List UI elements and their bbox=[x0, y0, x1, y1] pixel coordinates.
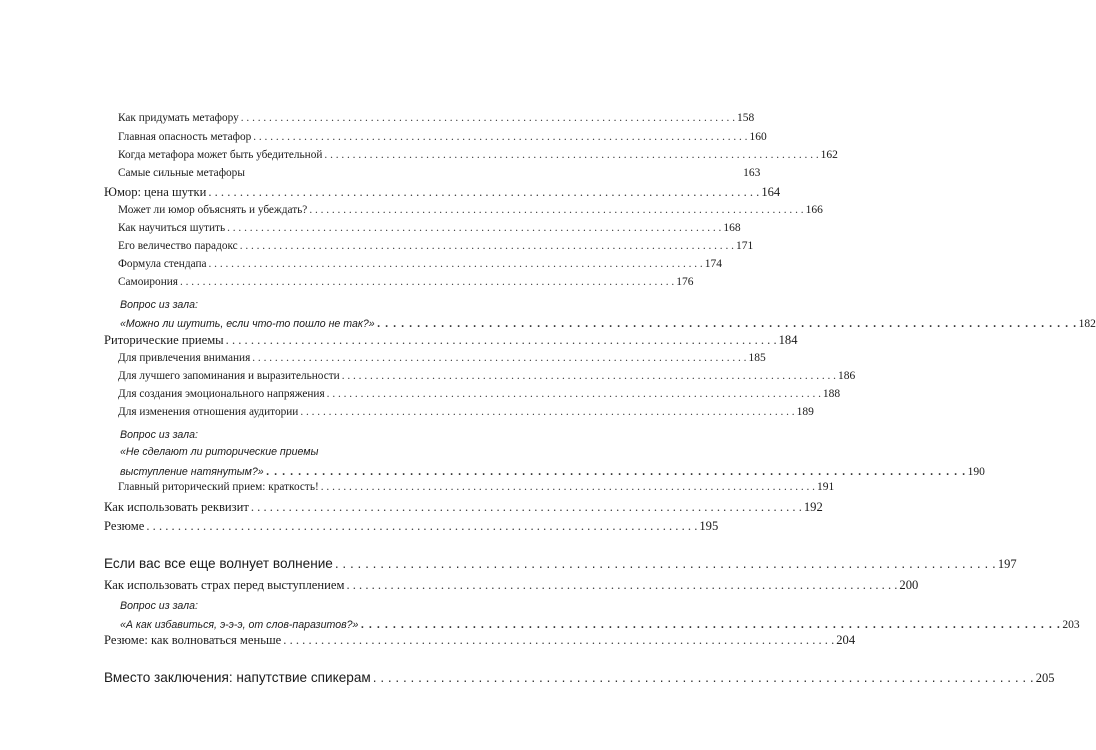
toc-section[interactable] bbox=[104, 500, 823, 515]
toc-entry-label: Для создания эмоционального напряжения bbox=[118, 388, 325, 400]
toc-entry[interactable] bbox=[104, 204, 823, 216]
toc-chapter-label: Вместо заключения: напутствие спикерам bbox=[104, 670, 371, 685]
toc-question-entry[interactable] bbox=[104, 615, 1080, 633]
toc-entry-label: выступление натянутым?» bbox=[120, 466, 264, 478]
toc-section-label: Как использовать реквизит bbox=[104, 500, 249, 514]
toc-entry-label: Его величество парадокс bbox=[118, 240, 238, 252]
toc-section[interactable] bbox=[104, 578, 919, 593]
dot-leader bbox=[300, 406, 794, 418]
toc-entry[interactable] bbox=[104, 276, 694, 288]
toc-question-entry[interactable] bbox=[104, 314, 1096, 332]
toc-section[interactable] bbox=[104, 519, 719, 534]
audience-question-heading: Вопрос из зала: bbox=[120, 600, 198, 612]
toc-section-page: 200 bbox=[899, 578, 919, 592]
toc-entry-label: Главный риторический прием: краткость! bbox=[118, 481, 319, 493]
dot-leader bbox=[283, 633, 834, 648]
dot-leader bbox=[324, 149, 818, 161]
toc-entry-page: 185 bbox=[748, 352, 766, 364]
audience-question-heading: Вопрос из зала: bbox=[120, 429, 198, 441]
toc-section-label: Резюме bbox=[104, 519, 145, 533]
toc-entry[interactable] bbox=[104, 258, 723, 270]
toc-entry-label: Для лучшего запоминания и выразительности bbox=[118, 370, 340, 382]
toc-entry-label: Самоирония bbox=[118, 276, 178, 288]
dot-leader bbox=[180, 276, 674, 288]
toc-entry[interactable] bbox=[104, 352, 766, 364]
toc-section-label: Резюме: как волноваться меньше bbox=[104, 633, 282, 647]
toc-entry-label: «Можно ли шутить, если что-то пошло не так?» bbox=[120, 318, 375, 330]
toc-entry-label: Формула стендапа bbox=[118, 258, 207, 270]
toc-section-label: Юмор: цена шутки bbox=[104, 185, 207, 199]
dot-leader bbox=[373, 670, 1034, 685]
toc-entry-label: Как придумать метафору bbox=[118, 112, 239, 124]
toc-entry-label: Для привлечения внимания bbox=[118, 352, 251, 364]
dot-leader bbox=[321, 481, 815, 493]
toc-entry-label: Самые сильные метафоры bbox=[118, 167, 245, 179]
dot-leader bbox=[208, 185, 759, 200]
dot-leader bbox=[253, 131, 747, 143]
toc-entry-page: 166 bbox=[805, 204, 823, 216]
dot-leader bbox=[309, 204, 803, 216]
dot-leader bbox=[241, 112, 735, 124]
toc-entry[interactable] bbox=[104, 240, 754, 252]
dot-leader bbox=[266, 462, 966, 480]
toc-entry-page: 189 bbox=[796, 406, 814, 418]
toc-section-label: Как использовать страх перед выступлением bbox=[104, 578, 345, 592]
toc-chapter-label: Если вас все еще волнует волнение bbox=[104, 556, 333, 571]
toc-entry-page: 203 bbox=[1062, 619, 1080, 631]
toc-entry-label: Когда метафора может быть убедительной bbox=[118, 149, 323, 161]
toc-entry-label: «А как избавиться, э-э-э, от слов-паразитов?» bbox=[120, 619, 359, 631]
toc-entry-page: 186 bbox=[837, 370, 856, 382]
toc-entry-page: 176 bbox=[676, 276, 694, 288]
toc-entry-page: 182 bbox=[1078, 318, 1096, 330]
dot-leader bbox=[227, 222, 721, 234]
toc-entry-page: 174 bbox=[704, 258, 723, 270]
toc-entry-page: 188 bbox=[822, 388, 841, 400]
toc-entry[interactable] bbox=[104, 370, 856, 382]
toc-section-page: 192 bbox=[803, 500, 823, 514]
toc-entry[interactable] bbox=[104, 406, 814, 418]
toc-section[interactable] bbox=[104, 333, 798, 348]
toc-section[interactable] bbox=[104, 185, 781, 200]
toc-entry[interactable] bbox=[104, 481, 835, 493]
toc-chapter-page: 197 bbox=[997, 557, 1017, 571]
toc-entry[interactable] bbox=[104, 131, 767, 143]
toc-entry-page: 160 bbox=[749, 131, 767, 143]
toc-section-page: 184 bbox=[778, 333, 798, 347]
toc-entry-label: Для изменения отношения аудитории bbox=[118, 406, 299, 418]
toc-entry-page: 190 bbox=[967, 466, 985, 478]
dot-leader bbox=[327, 388, 821, 400]
dot-leader bbox=[252, 352, 746, 364]
dot-leader bbox=[377, 314, 1077, 332]
toc-entry-label: Как научиться шутить bbox=[118, 222, 226, 234]
toc-entry-page: 162 bbox=[820, 149, 838, 161]
toc-chapter[interactable] bbox=[104, 556, 1017, 572]
toc-entry-page: 191 bbox=[817, 481, 835, 493]
toc-section-page: 195 bbox=[699, 519, 719, 533]
dot-leader bbox=[251, 500, 802, 515]
toc-entry-page: 163 bbox=[743, 167, 761, 179]
toc-entry-page: 171 bbox=[735, 240, 754, 252]
toc-entry-page: 158 bbox=[737, 112, 755, 124]
dot-leader bbox=[240, 240, 734, 252]
toc-entry[interactable] bbox=[104, 149, 838, 161]
dot-leader bbox=[335, 556, 996, 571]
dot-leader bbox=[209, 258, 703, 270]
toc-entry-label: Главная опасность метафор bbox=[118, 131, 252, 143]
toc-entry[interactable] bbox=[104, 167, 761, 179]
audience-question-heading: Вопрос из зала: bbox=[120, 299, 198, 311]
toc-entry[interactable] bbox=[104, 112, 755, 124]
toc-question-entry[interactable] bbox=[104, 462, 985, 480]
toc-entry-page: 168 bbox=[723, 222, 741, 234]
toc-section-label: Риторические приемы bbox=[104, 333, 224, 347]
audience-question-line: «Не сделают ли риторические приемы bbox=[120, 446, 319, 458]
dot-leader bbox=[146, 519, 697, 534]
dot-leader bbox=[342, 370, 836, 382]
dot-leader bbox=[360, 615, 1060, 633]
toc-entry[interactable] bbox=[104, 388, 841, 400]
toc-entry-label: Может ли юмор объяснять и убеждать? bbox=[118, 204, 308, 216]
toc-section[interactable] bbox=[104, 633, 856, 648]
dot-leader bbox=[346, 578, 897, 593]
toc-section-page: 204 bbox=[836, 633, 856, 647]
toc-chapter[interactable] bbox=[104, 670, 1055, 686]
dot-leader bbox=[226, 333, 777, 348]
toc-section-page: 164 bbox=[761, 185, 781, 199]
toc-entry[interactable] bbox=[104, 222, 741, 234]
toc-chapter-page: 205 bbox=[1035, 671, 1055, 685]
